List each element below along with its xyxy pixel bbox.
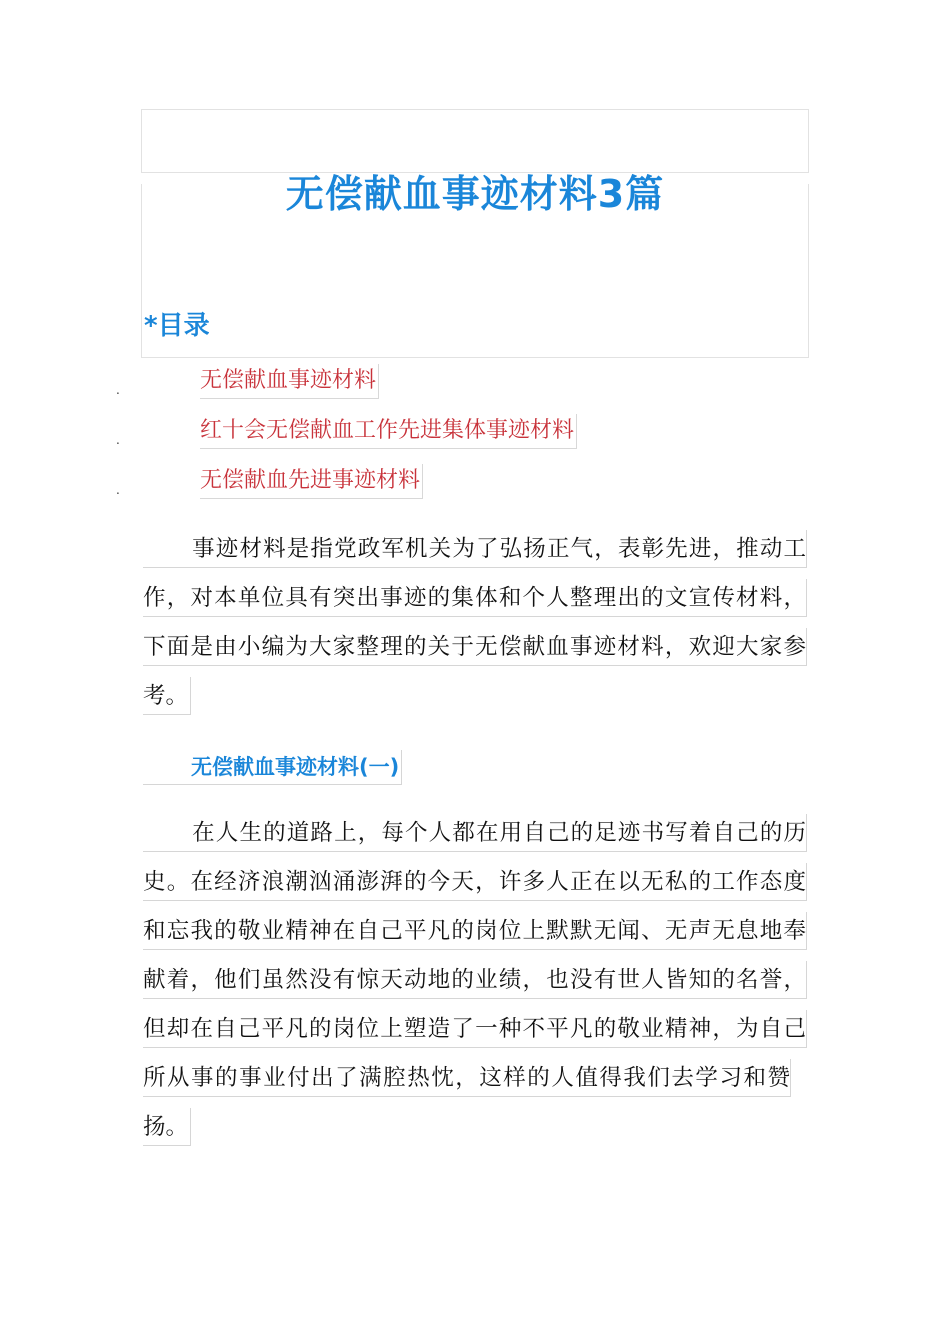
section1-line-4-text: 献着，他们虽然没有惊天动地的业绩，也没有世人皆知的名誉， (143, 967, 806, 993)
section1-line-7 (143, 1108, 191, 1146)
section1-line-6-text: 所从事的事业付出了满腔热忱，这样的人值得我们去学习和赞 (143, 1065, 790, 1091)
intro-line-2-text: 作，对本单位具有突出事迹的集体和个人整理出的文宣传材料， (143, 585, 806, 611)
section1-line-1 (143, 814, 807, 852)
toc-bullet-1: . (116, 383, 120, 397)
section1-line-3 (143, 912, 807, 950)
toc-link-1[interactable]: 无偿献血事迹材料 (200, 364, 379, 399)
toc-bullet-3: . (116, 483, 120, 497)
intro-line-2 (143, 579, 807, 617)
section1-line-3-text: 和忘我的敬业精神在自己平凡的岗位上默默无闻、无声无息地奉 (143, 918, 806, 944)
section1-line-4 (143, 961, 807, 999)
toc-bullet-2: . (116, 433, 120, 447)
intro-line-4-text: 考。 (143, 683, 189, 709)
section1-line-2 (143, 863, 807, 901)
section1-line-7-text: 扬。 (143, 1114, 189, 1140)
section1-line-2-text: 史。在经济浪潮汹涌澎湃的今天，许多人正在以无私的工作态度 (143, 869, 806, 895)
intro-line-1 (143, 530, 807, 568)
intro-line-4 (143, 677, 191, 715)
section1-line-6 (143, 1059, 791, 1097)
intro-line-3 (143, 628, 807, 666)
section-heading-1 (143, 750, 402, 785)
section1-line-5 (143, 1010, 807, 1048)
toc-link-2[interactable]: 红十会无偿献血工作先进集体事迹材料 (200, 414, 577, 449)
intro-line-1-text: 事迹材料是指党政军机关为了弘扬正气，表彰先进，推动工 (191, 536, 806, 562)
section1-line-1-text: 在人生的道路上，每个人都在用自己的足迹书写着自己的历 (191, 820, 806, 846)
header-frame-top (141, 109, 809, 173)
section1-line-5-text: 但却在自己平凡的岗位上塑造了一种不平凡的敬业精神，为自己 (143, 1016, 806, 1042)
document-title: 无偿献血事迹材料3篇 (285, 172, 665, 216)
toc-link-3[interactable]: 无偿献血先进事迹材料 (200, 464, 423, 499)
intro-line-3-text: 下面是由小编为大家整理的关于无偿献血事迹材料，欢迎大家参 (143, 634, 806, 660)
section-heading-1-text: 无偿献血事迹材料(一) (191, 755, 400, 779)
toc-heading: *目录 (144, 311, 210, 341)
